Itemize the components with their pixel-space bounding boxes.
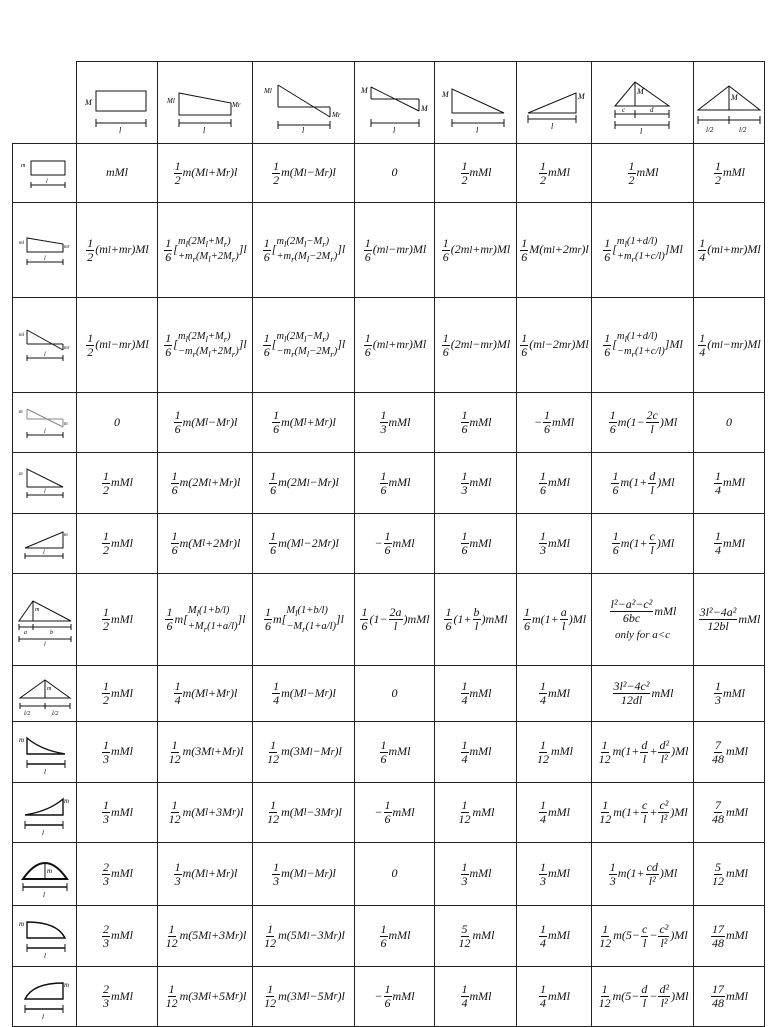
svg-text:l: l bbox=[119, 125, 122, 133]
table-row bbox=[13, 783, 765, 843]
formula-cell: $\frac{1}{12}$ m(5M l +3M r )l bbox=[158, 906, 253, 967]
svg-text:ml: ml bbox=[18, 333, 24, 338]
formula-cell: $\frac{1}{6}$ (m l +m r )Ml bbox=[355, 298, 435, 393]
formula-cell: $\frac{1}{4}$ mMl bbox=[694, 453, 765, 514]
formula-cell: $\frac{1}{6}$ m[ $M_l(1+b/l)$ $+M_r(1+a/l)$ ]l bbox=[158, 574, 253, 666]
formula-cell: $\frac{1}{12}$ m(M l +3M r )l bbox=[158, 783, 253, 843]
svg-text:l/2: l/2 bbox=[706, 125, 714, 134]
formula-cell: $\frac{1}{2}$ mMl bbox=[77, 514, 158, 574]
header-left-triangle bbox=[435, 62, 517, 144]
svg-text:Ml: Ml bbox=[167, 96, 175, 105]
row-diagram-concave-parabola-left bbox=[13, 722, 77, 783]
formula-cell: $\frac{1}{6}$ (1− $\frac{2a}{l}$ )mMl bbox=[355, 574, 435, 666]
formula-cell: $\frac{1}{4}$ m(M l −M r )l bbox=[253, 666, 355, 722]
row-diagram-parabola-arch bbox=[13, 843, 77, 906]
formula-cell: $\frac{5}{12}$ mMl bbox=[435, 906, 517, 967]
svg-text:m: m bbox=[63, 421, 68, 427]
svg-text:l: l bbox=[43, 768, 46, 774]
formula-cell: $\frac{1}{4}$ mMl bbox=[517, 906, 592, 967]
rectangle-diagram bbox=[82, 73, 152, 133]
table-row bbox=[13, 393, 765, 453]
formula-cell: $\frac{1}{6}$ m(M l −2M r )l bbox=[253, 514, 355, 574]
formula-cell: $\frac{1}{6}$ mMl bbox=[517, 453, 592, 514]
formula-cell: $\frac{1}{4}$ mMl bbox=[435, 722, 517, 783]
formula-cell: $\frac{1}{6}$ (m l −2m r )Ml bbox=[517, 298, 592, 393]
formula-cell: $\frac{1}{2}$ (m l +m r )Ml bbox=[77, 203, 158, 298]
row-diagram-convex-parabola-left bbox=[13, 906, 77, 967]
left-triangle-diagram bbox=[440, 73, 512, 133]
svg-text:M: M bbox=[731, 92, 738, 102]
formula-cell: $\frac{1}{3}$ mMl bbox=[517, 843, 592, 906]
formula-cell: $\frac{1}{6}$ mMl bbox=[355, 906, 435, 967]
formula-cell: $\frac{1}{12}$ mMl bbox=[435, 783, 517, 843]
formula-cell: $\frac{1}{3}$ m(M l +M r )l bbox=[158, 843, 253, 906]
formula-cell: $\frac{1}{2}$ mMl bbox=[694, 144, 765, 203]
formula-cell: $\frac{1}{6}$ M(m l +2m r )l bbox=[517, 203, 592, 298]
svg-text:M: M bbox=[441, 89, 449, 99]
formula-cell: $\frac{2}{3}$ mMl bbox=[77, 967, 158, 1027]
formula-cell: $\frac{1}{12}$ m(3M l +5M r )l bbox=[158, 967, 253, 1027]
svg-text:Mr: Mr bbox=[331, 110, 341, 119]
formula-cell: $\frac{1}{2}$ m(M l +M r )l bbox=[158, 144, 253, 203]
formula-cell: $\frac{1}{2}$ (m l −m r )Ml bbox=[77, 298, 158, 393]
header-row bbox=[13, 62, 765, 144]
table-row bbox=[13, 514, 765, 574]
svg-text:l: l bbox=[639, 126, 642, 136]
formula-cell: $\frac{1}{6}$ m(M l +M r )l bbox=[253, 393, 355, 453]
formula-cell: $\frac{1}{2}$ mMl bbox=[435, 144, 517, 203]
formula-cell: $\frac{1}{2}$ mMl bbox=[77, 574, 158, 666]
svg-text:l: l bbox=[203, 125, 206, 133]
formula-cell: $\frac{1}{12}$ m(5− $\frac{c}{l}$ − $\frac{\text{c²}}{\text{l²}}$ )Ml bbox=[592, 906, 694, 967]
svg-text:l: l bbox=[475, 125, 478, 133]
formula-cell: 0 bbox=[694, 393, 765, 453]
formula-cell: $\frac{1}{2}$ mMl bbox=[77, 453, 158, 514]
svg-text:M: M bbox=[85, 97, 92, 107]
svg-text:d: d bbox=[649, 105, 653, 114]
formula-cell: $\frac{\text{l²−a²−c²}}{6bc}$ mMl only for a<c bbox=[592, 574, 694, 666]
header-right-triangle bbox=[517, 62, 592, 144]
formula-cell: $\frac{1}{2}$ mMl bbox=[517, 144, 592, 203]
formula-cell: $\frac{1}{3}$ mMl bbox=[435, 843, 517, 906]
table-row bbox=[13, 453, 765, 514]
svg-text:l/2: l/2 bbox=[23, 710, 30, 716]
svg-text:mr: mr bbox=[63, 245, 70, 250]
svg-text:l/2: l/2 bbox=[739, 125, 747, 134]
table-row bbox=[13, 144, 765, 203]
svg-text:ml: ml bbox=[18, 241, 24, 246]
formula-cell: $\frac{1}{4}$ (m l −m r )Ml bbox=[694, 298, 765, 393]
formula-cell: $\frac{1}{6}$ (m l −m r )Ml bbox=[355, 203, 435, 298]
header-general-triangle bbox=[592, 62, 694, 144]
formula-cell: $\frac{7}{48}$ mMl bbox=[694, 783, 765, 843]
formula-cell: mMl bbox=[77, 144, 158, 203]
row-diagram-convex-parabola-right bbox=[13, 967, 77, 1027]
formula-cell: $\frac{1}{4}$ mMl bbox=[435, 666, 517, 722]
svg-text:a: a bbox=[23, 629, 27, 636]
formula-cell: $\frac{2}{3}$ mMl bbox=[77, 906, 158, 967]
symmetric-triangle-diagram bbox=[694, 72, 764, 134]
svg-text:m: m bbox=[18, 736, 24, 744]
formula-cell: $\frac{1}{4}$ mMl bbox=[517, 783, 592, 843]
formula-cell: $\frac{1}{3}$ m(1+ $\frac{cd}{\text{l²}}$ )Ml bbox=[592, 843, 694, 906]
formula-cell: $\frac{1}{6}$ m[ $M_l(1+b/l)$ $-M_r(1+a/l)$ ]l bbox=[253, 574, 355, 666]
svg-text:M: M bbox=[360, 85, 368, 95]
formula-cell: $\frac{1}{4}$ mMl bbox=[435, 967, 517, 1027]
svg-text:l: l bbox=[42, 891, 45, 897]
formula-cell: $\frac{1}{3}$ mMl bbox=[355, 393, 435, 453]
svg-text:l: l bbox=[41, 1012, 44, 1019]
table-row bbox=[13, 906, 765, 967]
svg-text:l: l bbox=[45, 179, 48, 185]
table-row bbox=[13, 666, 765, 722]
row-diagram-trapezoid bbox=[13, 203, 77, 298]
formula-cell: $\frac{1}{4}$ mMl bbox=[694, 514, 765, 574]
general-triangle-diagram bbox=[607, 70, 679, 136]
formula-cell: $\frac{1}{6}$ m(2M l −M r )l bbox=[253, 453, 355, 514]
header-rectangle bbox=[77, 62, 158, 144]
row-diagram-crossed-trapezoid bbox=[13, 298, 77, 393]
formula-cell: − $\frac{1}{6}$ mMl bbox=[517, 393, 592, 453]
formula-cell: − $\frac{1}{6}$ mMl bbox=[355, 783, 435, 843]
svg-text:m: m bbox=[18, 472, 23, 477]
formula-cell: $\frac{1}{6}$ (2m l +m r )Ml bbox=[435, 203, 517, 298]
svg-text:l/2: l/2 bbox=[51, 710, 58, 716]
formula-cell: $\frac{\text{3l²−4a²}}{12bl}$ mMl bbox=[694, 574, 765, 666]
svg-text:l: l bbox=[42, 549, 45, 556]
row-diagram-concave-parabola-right bbox=[13, 783, 77, 843]
svg-text:l: l bbox=[43, 641, 46, 647]
formula-cell: $\frac{1}{3}$ mMl bbox=[77, 722, 158, 783]
formula-cell: $\frac{1}{6}$ [ $m_l(2M_l-M_r)$ $+m_r(M_l-2M_r)$ ]l bbox=[253, 203, 355, 298]
formula-cell: $\frac{1}{2}$ mMl bbox=[77, 666, 158, 722]
corner-cell bbox=[13, 62, 77, 144]
formula-cell: $\frac{1}{2}$ mMl bbox=[592, 144, 694, 203]
table-row bbox=[13, 203, 765, 298]
formula-cell: $\frac{1}{12}$ m(5M l −3M r )l bbox=[253, 906, 355, 967]
formula-cell: $\frac{1}{6}$ m(1+ $\frac{a}{l}$ )Ml bbox=[517, 574, 592, 666]
row-diagram-general-triangle bbox=[13, 574, 77, 666]
formula-cell: $\frac{1}{6}$ m(1+ $\frac{c}{l}$ )Ml bbox=[592, 514, 694, 574]
table-row bbox=[13, 574, 765, 666]
row-diagram-symmetric-triangle bbox=[13, 666, 77, 722]
svg-text:m: m bbox=[34, 606, 39, 613]
svg-text:m: m bbox=[63, 980, 69, 989]
formula-cell: $\frac{1}{12}$ m(3M l −5M r )l bbox=[253, 967, 355, 1027]
formula-cell: 0 bbox=[355, 666, 435, 722]
formula-cell: $\frac{1}{12}$ m(3M l +M r )l bbox=[158, 722, 253, 783]
formula-cell: $\frac{1}{12}$ m(M l −3M r )l bbox=[253, 783, 355, 843]
formula-cell: $\frac{1}{12}$ mMl bbox=[517, 722, 592, 783]
formula-cell: $\frac{1}{12}$ m(5− $\frac{d}{l}$ − $\frac{\text{d²}}{\text{l²}}$ )Ml bbox=[592, 967, 694, 1027]
formula-cell: $\frac{1}{6}$ [ $m_l(2M_l+M_r)$ $-m_r(M_l+2M_r)$ ]l bbox=[158, 298, 253, 393]
formula-cell: $\frac{\text{3l²−4c²}}{12dl}$ mMl bbox=[592, 666, 694, 722]
formula-cell: $\frac{1}{6}$ mMl bbox=[435, 514, 517, 574]
formula-cell: $\frac{1}{6}$ [ $m_l(2M_l+M_r)$ $+m_r(M_l+2M_r)$ ]l bbox=[158, 203, 253, 298]
formula-cell: $\frac{17}{48}$ mMl bbox=[694, 906, 765, 967]
row-diagram-antisymmetric-triangle bbox=[13, 393, 77, 453]
formula-cell: $\frac{1}{6}$ mMl bbox=[355, 722, 435, 783]
formula-cell: $\frac{1}{4}$ mMl bbox=[517, 666, 592, 722]
table-row bbox=[13, 967, 765, 1027]
formula-cell: $\frac{1}{6}$ (2m l −m r )Ml bbox=[435, 298, 517, 393]
svg-text:mr: mr bbox=[63, 346, 70, 351]
formula-cell: $\frac{1}{3}$ mMl bbox=[435, 453, 517, 514]
table-row bbox=[13, 843, 765, 906]
formula-cell: $\frac{1}{6}$ m(1− $\frac{2c}{l}$ )Ml bbox=[592, 393, 694, 453]
formula-cell: 0 bbox=[355, 144, 435, 203]
formula-cell: $\frac{1}{6}$ m(2M l +M r )l bbox=[158, 453, 253, 514]
table-row bbox=[13, 722, 765, 783]
svg-text:m: m bbox=[63, 796, 69, 805]
svg-text:l: l bbox=[43, 428, 46, 435]
integration-table bbox=[12, 61, 765, 1027]
header-crossed-trapezoid bbox=[253, 62, 355, 144]
formula-cell: $\frac{1}{6}$ [ $m_l(1+d/l)$ $+m_r(1+c/l)$ ]Ml bbox=[592, 203, 694, 298]
svg-text:m: m bbox=[46, 685, 51, 692]
svg-text:l: l bbox=[392, 125, 395, 133]
svg-text:b: b bbox=[49, 629, 53, 636]
antisymmetric-triangle-diagram bbox=[359, 73, 431, 133]
formula-cell: − $\frac{1}{6}$ mMl bbox=[355, 514, 435, 574]
formula-cell: $\frac{1}{3}$ mMl bbox=[694, 666, 765, 722]
svg-text:M: M bbox=[420, 103, 428, 113]
formula-cell: $\frac{1}{12}$ m(3M l −M r )l bbox=[253, 722, 355, 783]
header-antisymmetric-triangle bbox=[355, 62, 435, 144]
formula-cell: $\frac{1}{6}$ (1+ $\frac{b}{l}$ )mMl bbox=[435, 574, 517, 666]
formula-cell: $\frac{1}{6}$ m(1+ $\frac{d}{l}$ )Ml bbox=[592, 453, 694, 514]
formula-cell: 0 bbox=[77, 393, 158, 453]
formula-cell: $\frac{1}{6}$ mMl bbox=[435, 393, 517, 453]
formula-cell: $\frac{7}{48}$ mMl bbox=[694, 722, 765, 783]
svg-text:l: l bbox=[43, 489, 46, 495]
svg-text:m: m bbox=[63, 532, 68, 538]
crossed-trapezoid-diagram bbox=[262, 73, 346, 133]
svg-text:c: c bbox=[621, 105, 625, 114]
svg-text:Ml: Ml bbox=[263, 86, 272, 95]
svg-text:l: l bbox=[41, 828, 44, 835]
formula-cell: $\frac{1}{6}$ [ $m_l(1+d/l)$ $-m_r(1+c/l)$ ]Ml bbox=[592, 298, 694, 393]
formula-cell: $\frac{1}{3}$ m(M l −M r )l bbox=[253, 843, 355, 906]
svg-text:m: m bbox=[20, 163, 25, 169]
formula-cell: $\frac{1}{4}$ m(M l +M r )l bbox=[158, 666, 253, 722]
formula-cell: $\frac{1}{12}$ m(1+ $\frac{d}{l}$ + $\frac{\text{d²}}{\text{l²}}$ )Ml bbox=[592, 722, 694, 783]
formula-cell: $\frac{1}{3}$ mMl bbox=[77, 783, 158, 843]
formula-cell: $\frac{1}{4}$ mMl bbox=[517, 967, 592, 1027]
svg-text:M: M bbox=[578, 91, 585, 101]
row-diagram-right-triangle bbox=[13, 514, 77, 574]
row-diagram-rectangle bbox=[13, 144, 77, 203]
formula-cell: $\frac{1}{2}$ m(M l −M r )l bbox=[253, 144, 355, 203]
svg-text:l: l bbox=[43, 952, 46, 958]
svg-text:l: l bbox=[43, 352, 46, 358]
svg-text:M: M bbox=[636, 86, 644, 96]
formula-cell: $\frac{1}{6}$ m(M l +2M r )l bbox=[158, 514, 253, 574]
svg-text:l: l bbox=[551, 121, 554, 131]
header-trapezoid bbox=[158, 62, 253, 144]
formula-cell: $\frac{1}{6}$ mMl bbox=[355, 453, 435, 514]
svg-text:m: m bbox=[46, 867, 52, 875]
formula-cell: 0 bbox=[355, 843, 435, 906]
right-triangle-diagram bbox=[518, 73, 590, 133]
svg-text:m: m bbox=[18, 920, 24, 928]
svg-text:Mr: Mr bbox=[232, 100, 241, 109]
formula-cell: $\frac{5}{12}$ mMl bbox=[694, 843, 765, 906]
header-symmetric-triangle bbox=[694, 62, 765, 144]
formula-cell: $\frac{1}{6}$ [ $m_l(2M_l-M_r)$ $-m_r(M_l-2M_r)$ ]l bbox=[253, 298, 355, 393]
formula-cell: $\frac{1}{12}$ m(1+ $\frac{c}{l}$ + $\frac{\text{c²}}{\text{l²}}$ )Ml bbox=[592, 783, 694, 843]
formula-cell: $\frac{2}{3}$ mMl bbox=[77, 843, 158, 906]
row-diagram-left-triangle bbox=[13, 453, 77, 514]
formula-cell: $\frac{1}{6}$ m(M l −M r )l bbox=[158, 393, 253, 453]
formula-cell: $\frac{1}{4}$ (m l +m r )Ml bbox=[694, 203, 765, 298]
svg-text:l: l bbox=[301, 125, 304, 133]
table-row bbox=[13, 298, 765, 393]
formula-cell: $\frac{1}{3}$ mMl bbox=[517, 514, 592, 574]
formula-cell: − $\frac{1}{6}$ mMl bbox=[355, 967, 435, 1027]
formula-cell: $\frac{17}{48}$ mMl bbox=[694, 967, 765, 1027]
svg-text:m: m bbox=[18, 409, 23, 415]
trapezoid-diagram bbox=[165, 73, 245, 133]
svg-text:l: l bbox=[43, 256, 46, 262]
